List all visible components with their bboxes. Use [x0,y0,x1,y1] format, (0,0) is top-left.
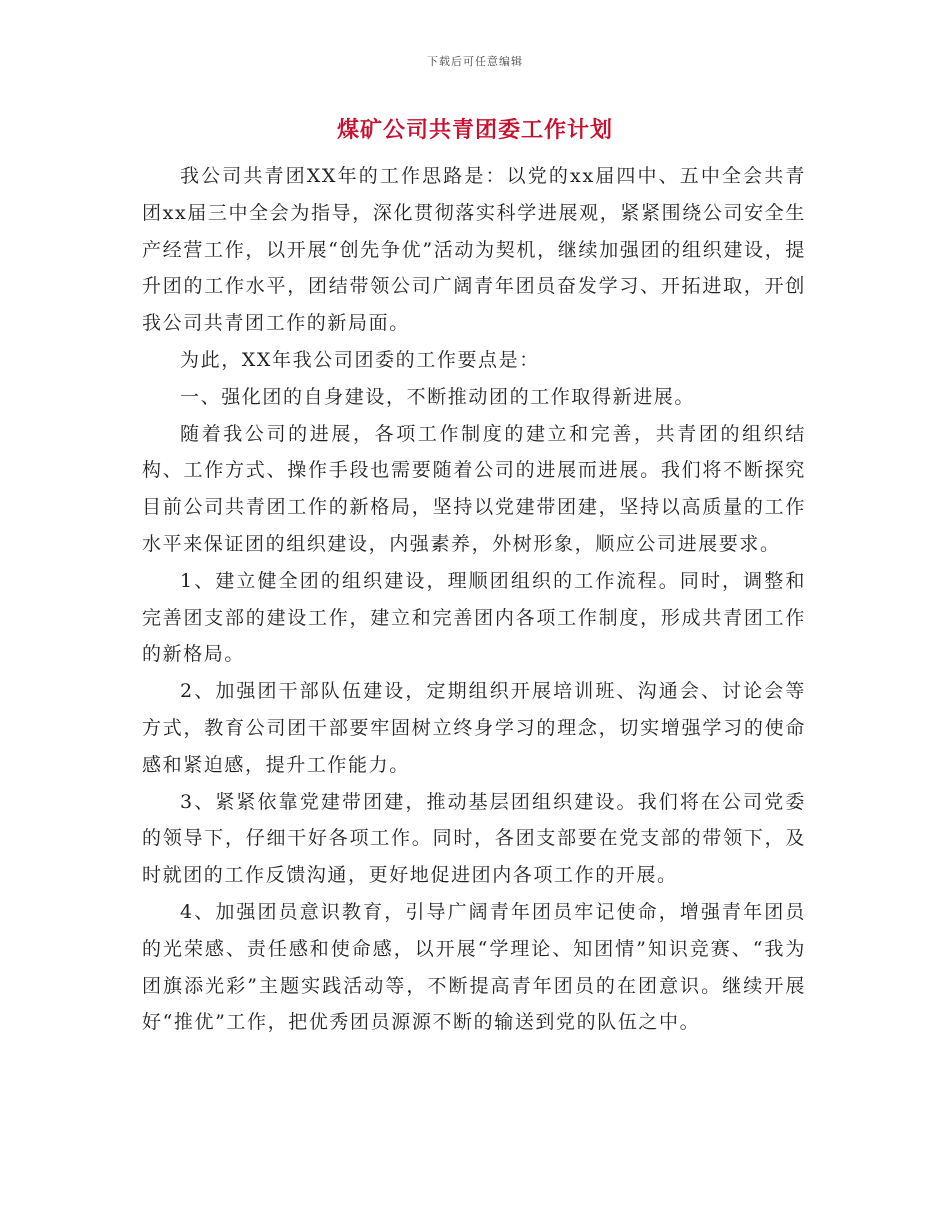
paragraph-item-1: 1、建立健全团的组织建设，理顺团组织的工作流程。同时，调整和完善团支部的建设工作，建立和完善团内各项工作制度，形成共青团工作的新格局。 [142,569,806,666]
document-body [142,158,806,1041]
paragraph-item-4: 4、加强团员意识教育，引导广阔青年团员牢记使命，增强青年团员的光荣感、责任感和使命感，以开展“学理论、知团情”知识竞赛、“我为团旗添光彩”主题实践活动等，不断提高青年团员的在团意识。继续开展好“推优”工作，把优秀团员源源不断的输送到党的队伍之中。 [142,900,806,1034]
paragraph-intro: 我公司共青团XX年的工作思路是：以党的xx届四中、五中全会共青团xx届三中全会为指导，深化贯彻落实科学进展观，紧紧围绕公司安全生产经营工作，以开展“创先争优”活动为契机，继续加强团的组织建设，提升团的工作水平，团结带领公司广阔青年团员奋发学习、开拓进取，开创我公司共青团工作的新局面。 [142,165,806,335]
document-title: 煤矿公司共青团委工作计划 [336,118,613,143]
paragraph-section-one-heading: 一、强化团的自身建设，不断推动团的工作取得新进展。 [180,385,696,408]
paragraph-section-one-body: 随着我公司的进展，各项工作制度的建立和完善，共青团的组织结构、工作方式、操作手段也需要随着公司的进展而进展。我们将不断探究目前公司共青团工作的新格局，坚持以党建带团建，坚持以高质量的工作水平来保证团的组织建设，内强素养，外树形象，顺应公司进展要求。 [142,422,806,555]
paragraph-item-2: 2、加强团干部队伍建设，定期组织开展培训班、沟通会、讨论会等方式，教育公司团干部要牢固树立终身学习的理念，切实增强学习的使命感和紧迫感，提升工作能力。 [142,680,806,776]
header-note: 下载后可任意编辑 [427,55,523,68]
paragraph-item-3: 3、紧紧依靠党建带团建，推动基层团组织建设。我们将在公司党委的领导下，仔细干好各项工作。同时，各团支部要在党支部的带领下，及时就团的工作反馈沟通，更好地促进团内各项工作的开展。 [142,790,806,887]
paragraph-key-points-lead: 为此，XX年我公司团委的工作要点是： [180,348,540,371]
